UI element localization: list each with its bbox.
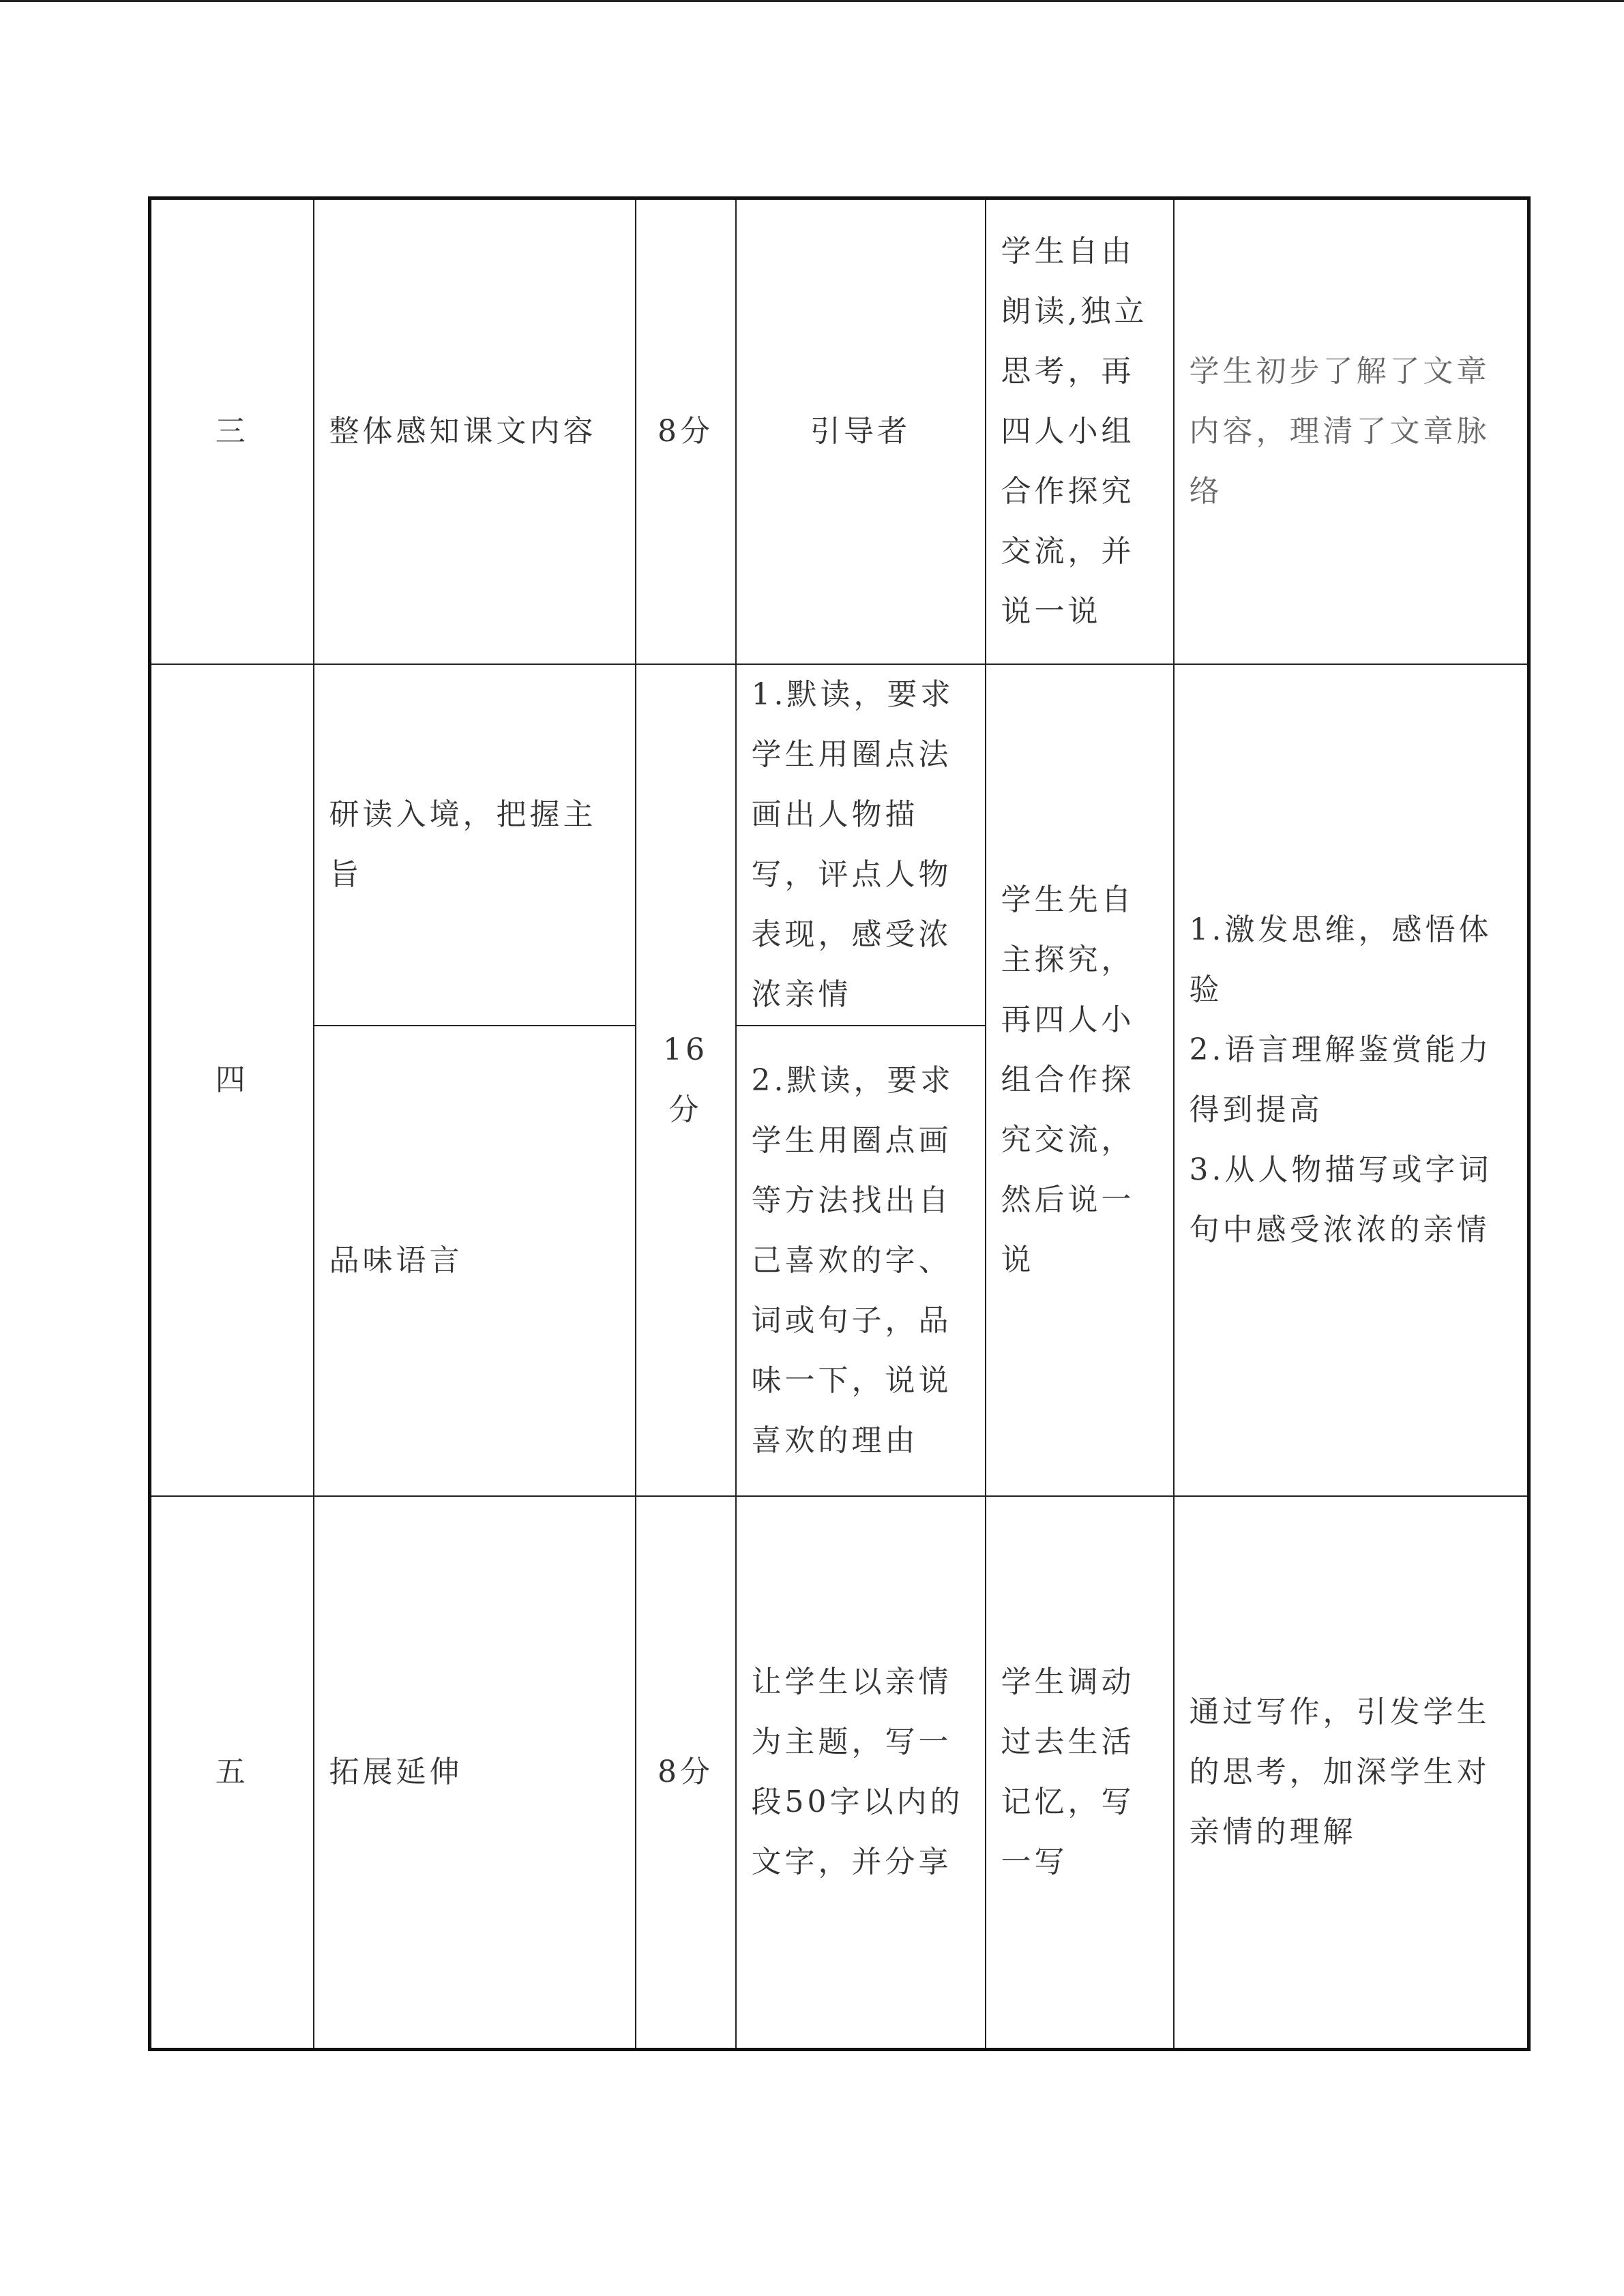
content-cell: 研读入境，把握主旨 [314, 664, 636, 1026]
time-cell [636, 664, 736, 1496]
page-top-edge [0, 0, 1624, 2]
table-row-three [150, 198, 1529, 664]
teacher-activity-cell: 让学生以亲情为主题，写一段50字以内的文字，并分享 [736, 1496, 986, 2050]
student-activity-cell: 学生自由朗读,独立思考，再四人小组合作探究交流，并说一说 [986, 198, 1174, 664]
time-number: 16 [663, 1032, 708, 1067]
goal-cell: 学生初步了解了文章内容，理清了文章脉络 [1174, 198, 1529, 664]
time-cell: 8分 [636, 198, 736, 664]
step-cell: 五 [150, 1496, 314, 2050]
teacher-activity-cell: 2.默读，要求学生用圈点画等方法找出自己喜欢的字、词或句子，品味一下，说说喜欢的理由 [736, 1026, 986, 1496]
goal-item: 3.从人物描写或字词句中感受浓浓的亲情 [1189, 1152, 1492, 1247]
time-cell: 8分 [636, 1496, 736, 2050]
content-cell: 整体感知课文内容 [314, 198, 636, 664]
teacher-activity-cell: 1.默读，要求学生用圈点法画出人物描写，评点人物表现，感受浓浓亲情 [736, 664, 986, 1026]
teacher-activity-cell: 引导者 [736, 198, 986, 664]
lesson-plan-table [148, 196, 1531, 2051]
content-cell: 拓展延伸 [314, 1496, 636, 2050]
step-cell: 三 [150, 198, 314, 664]
goal-cell [1174, 664, 1529, 1496]
table-row-five [150, 1496, 1529, 2050]
step-cell: 四 [150, 664, 314, 1496]
table-row-four-a [150, 664, 1529, 1026]
time-unit: 分 [668, 1092, 703, 1127]
goal-item: 1.激发思维，感悟体验 [1189, 912, 1492, 1007]
goal-cell: 通过写作，引发学生的思考，加深学生对亲情的理解 [1174, 1496, 1529, 2050]
student-activity-cell: 学生先自主探究，再四人小组合作探究交流，然后说一说 [986, 664, 1174, 1496]
student-activity-cell: 学生调动过去生活记忆，写一写 [986, 1496, 1174, 2050]
goal-item: 2.语言理解鉴赏能力得到提高 [1189, 1032, 1492, 1127]
content-cell: 品味语言 [314, 1026, 636, 1496]
